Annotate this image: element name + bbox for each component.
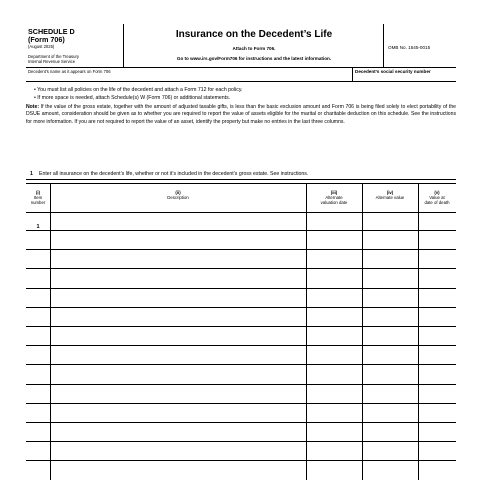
table-row-line	[26, 307, 456, 308]
ssn-label: Decedent’s social security number	[355, 69, 431, 74]
col-header-description	[50, 190, 306, 200]
table-row-line	[26, 230, 456, 231]
note-label: Note:	[26, 104, 40, 110]
table-row-line	[26, 326, 456, 327]
line-1-instruction	[26, 170, 456, 180]
note-text: If the value of the gross estate, together with the amount of adjusted taxable gifts, is less than the basic exclusion amount and Form 706 is being filed solely to elect portability of the DSUE amount, consideration should be given as to whether you are required to report the value of assets eligible for the marital or charitable deduction on this schedule. See the instructions for more information. If you are not required to report the value of an asset, identify the property but make no entries in the last three columns.	[26, 104, 456, 125]
bullet-text-1: You must list all policies on the life of the decedent and attach a Form 712 for each policy.	[37, 87, 243, 93]
table-row-line	[26, 384, 456, 385]
note-paragraph	[26, 104, 456, 126]
form-title: Insurance on the Decedent’s Life	[175, 29, 333, 40]
col-part: (ii)	[175, 190, 181, 195]
title-box	[124, 24, 384, 68]
form-id-box	[26, 24, 124, 68]
col-header-alternate-value	[362, 190, 418, 200]
table-row-line	[26, 460, 456, 461]
column-divider	[306, 184, 307, 480]
table-row-line	[26, 345, 456, 346]
col-label: date of death	[424, 200, 450, 206]
column-divider	[362, 184, 363, 480]
omb-number: OMB No. 1545-0015	[388, 45, 431, 50]
col-header-item-number	[26, 190, 50, 206]
col-header-value-at-death	[418, 190, 456, 206]
table-row-line	[26, 441, 456, 442]
schedule-label: SCHEDULE D	[28, 27, 75, 36]
bullet-text-2: If more space is needed, attach Schedule(s) W (Form 706) or additional statements.	[37, 95, 231, 101]
department-line2: Internal Revenue Service	[28, 59, 76, 65]
col-header-alternate-date	[306, 190, 362, 206]
table-row-line	[26, 364, 456, 365]
col-part: (v)	[434, 190, 440, 195]
col-part: (i)	[35, 190, 41, 195]
schedule-id	[28, 28, 75, 44]
table-row-line	[26, 403, 456, 404]
form-header	[26, 24, 456, 68]
header-divider	[26, 212, 456, 213]
table-row-line	[26, 288, 456, 289]
attach-note: Attach to Form 706.	[232, 46, 276, 51]
table-row-line	[26, 249, 456, 250]
decedent-name-label: Decedent’s name as it appears on Form 706	[28, 69, 111, 74]
col-label: number	[30, 200, 46, 206]
col-label: Alternate value	[375, 195, 405, 201]
table-row-line	[26, 268, 456, 269]
form-label: (Form 706)	[28, 34, 65, 44]
department	[28, 54, 124, 64]
col-label: Description	[167, 195, 189, 201]
col-part: (iv)	[386, 190, 394, 195]
bullet-item: • If more space is needed, attach Schedule(s) W (Form 706) or additional statements.	[34, 95, 231, 101]
line-text: Enter all insurance on the decedent’s life, whether or not it’s included in the decedent’s gross estate. See instructions.	[39, 171, 309, 177]
col-label: Value at	[429, 195, 445, 201]
col-label: Alternate	[325, 195, 343, 201]
col-label: valuation date	[320, 200, 348, 206]
ssn-field[interactable]	[352, 68, 456, 82]
insurance-table	[26, 183, 456, 480]
table-row-line	[26, 422, 456, 423]
bullet-item: • You must list all policies on the life of the decedent and attach a Form 712 for each policy.	[34, 87, 243, 93]
column-divider	[50, 184, 51, 480]
col-part: (iii)	[330, 190, 338, 195]
line-number: 1	[30, 171, 33, 177]
column-divider	[418, 184, 419, 480]
revision-date: (August 2025)	[28, 44, 55, 49]
col-label: Item	[33, 195, 43, 201]
department-line1: Department of the Treasury	[28, 54, 79, 59]
row-number: 1	[36, 224, 40, 230]
instructions-link-note: Go to www.irs.gov/Form706 for instructions and the latest information.	[176, 56, 332, 61]
form-page	[26, 24, 456, 480]
instruction-bullets	[34, 86, 242, 102]
decedent-name-row	[26, 68, 456, 82]
